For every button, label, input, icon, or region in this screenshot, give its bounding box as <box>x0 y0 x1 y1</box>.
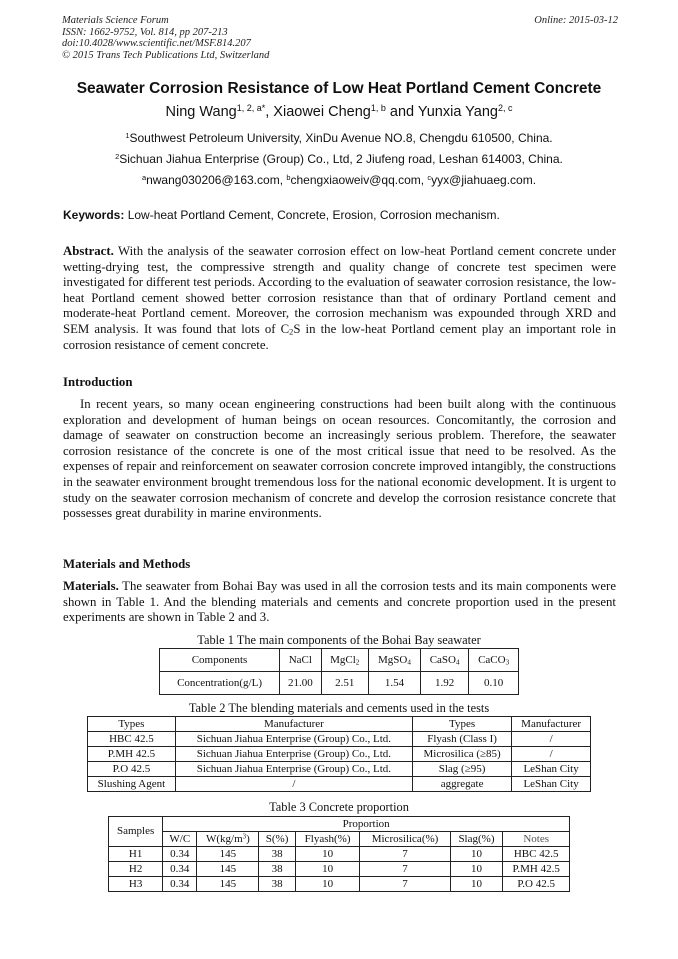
table-header-cell: Types <box>88 717 176 732</box>
affiliation-text: Southwest Petroleum University, XinDu Avenue NO.8, Chengdu 610500, China. <box>129 131 553 145</box>
table-cell: 0.34 <box>163 862 197 877</box>
abstract-text: With the analysis of the seawater corrosion effect on low-heat Portland cement concrete under wetting-drying test, the compressive strength and quality change of concrete test specimen were investigated for different test periods. According to the evaluation of seawater corrosion resistance, the low-heat Portland cement showed better corrosion resistance than that of ordinary Portland cement and moderate-heat Portland cement. Moreover, the corrosion mechanism was expounded through XRD and SEM analysis. It was found that lots of C <box>63 244 616 336</box>
table1 <box>159 648 519 695</box>
table-cell: LeShan City <box>512 777 591 792</box>
table-cell: 7 <box>360 847 450 862</box>
author-superscript: 1, b <box>370 103 386 114</box>
table-cell: 21.00 <box>280 672 321 695</box>
author-superscript: 1, 2, a* <box>236 103 266 114</box>
author-name: Xiaowei Cheng <box>273 104 371 120</box>
table-cell: 7 <box>360 877 450 892</box>
table-cell: H3 <box>109 877 163 892</box>
table-header-cell: S(%) <box>259 832 295 847</box>
table-cell: H2 <box>109 862 163 877</box>
affiliation-text: Sichuan Jiahua Enterprise (Group) Co., Ltd, 2 Jiufeng road, Leshan 614003, China. <box>119 152 563 166</box>
materials-text: The seawater from Bohai Bay was used in all the corrosion tests and its main components were shown in Table 1. And the blending materials and cements and concrete proportion used in the present experiments are shown in Table 2 and 3. <box>63 579 616 625</box>
table-cell: 10 <box>295 877 360 892</box>
table-cell: 145 <box>197 862 259 877</box>
table-row <box>109 877 570 892</box>
table-cell: 10 <box>295 847 360 862</box>
table-header-cell: Samples <box>109 817 163 847</box>
table-cell: / <box>512 747 591 762</box>
introduction-text: In recent years, so many ocean engineering constructions had been built along with the continuous exploration and development of human beings on ocean resources. Concomitantly, the corrosion and damage of seawater on construction become an increasingly serious problem. Therefore, the seawater corrosion resistance of the concrete is one of the most critical issue that need to be resolved. As the expenses of repair and reinforcement on seawater corrosion concrete improved intangibly, the constructions in the seawater environment brought tremendous loss for the national economic development. It is urgent to study on the seawater corrosion mechanism of concrete and develop the corrosion resistance concrete that possesses great durability in marine environments. <box>63 397 616 521</box>
table-row <box>88 777 591 792</box>
abstract-text-end: S in the low-heat Portland cement play an important role in corrosion resistance of cement concrete. <box>63 321 617 352</box>
methods-heading: Materials and Methods <box>63 557 191 571</box>
table-header-cell: Components <box>160 649 280 672</box>
table-cell: Slushing Agent <box>88 777 176 792</box>
table-header-row <box>160 649 519 672</box>
table-row <box>88 762 591 777</box>
author-line: Ning Wang$^{1, 2, a*}$, Xiaowei Cheng$^{1, b}$ and Yunxia Yang$^{2, c}$ <box>165 103 513 120</box>
table-header-cell: CaSO$_4$ <box>421 649 469 672</box>
table-row <box>160 672 519 695</box>
online-date: Online: 2015-03-12 <box>534 15 618 26</box>
table-cell: P.O 42.5 <box>503 877 570 892</box>
table-cell: 10 <box>450 862 503 877</box>
table-cell: 145 <box>197 847 259 862</box>
email-superscript: b <box>286 172 291 182</box>
email-link[interactable]: nwang030206@163.com, <box>146 173 287 187</box>
table-cell: 1.54 <box>368 672 420 695</box>
table-header-cell: NaCl <box>280 649 321 672</box>
email-link[interactable]: yyx@jiahuaeg.com. <box>431 173 537 187</box>
table-cell: Sichuan Jiahua Enterprise (Group) Co., Ltd. <box>175 732 412 747</box>
keywords-label: Keywords: <box>63 208 125 222</box>
table-header-cell: Flyash(%) <box>295 832 360 847</box>
email-link[interactable]: chengxiaoweiv@qq.com, <box>290 173 428 187</box>
affiliation-1 <box>30 131 648 145</box>
table-cell: 0.34 <box>163 847 197 862</box>
affiliation-superscript: 2 <box>115 151 120 161</box>
author-name: Yunxia Yang <box>417 104 498 120</box>
table-header-row <box>109 817 570 832</box>
table-cell: 38 <box>259 847 295 862</box>
table-cell: 38 <box>259 877 295 892</box>
table-header-cell: Manufacturer <box>175 717 412 732</box>
table-cell: 1.92 <box>421 672 469 695</box>
table-cell: 0.34 <box>163 877 197 892</box>
author-superscript: 2, c <box>497 103 513 114</box>
table-cell: P.MH 42.5 <box>503 862 570 877</box>
affiliation-2 <box>30 152 648 166</box>
table-header-row <box>88 717 591 732</box>
table-cell: 38 <box>259 862 295 877</box>
table3-caption: Table 3 Concrete proportion <box>269 800 409 814</box>
table-header-cell: MgCl$_2$ <box>321 649 368 672</box>
table-cell: Concentration(g/L) <box>160 672 280 695</box>
table-header-cell: W/C <box>163 832 197 847</box>
materials-paragraph <box>63 579 616 626</box>
table-cell: 7 <box>360 862 450 877</box>
table-header-cell: Slag(%) <box>450 832 503 847</box>
table-header-row <box>109 832 570 847</box>
journal-issn: ISSN: 1662-9752, Vol. 814, pp 207-213 <box>62 26 228 38</box>
author-conjunction: and <box>389 104 415 120</box>
table-row <box>109 862 570 877</box>
table3 <box>108 816 570 892</box>
table-cell: Slag (≥95) <box>412 762 511 777</box>
table-cell: 2.51 <box>321 672 368 695</box>
table1-caption: Table 1 The main components of the Bohai Bay seawater <box>197 633 481 647</box>
table-cell: 0.10 <box>469 672 519 695</box>
table2-caption: Table 2 The blending materials and cements used in the tests <box>188 701 490 715</box>
table-cell: 10 <box>450 847 503 862</box>
keywords <box>63 208 619 222</box>
keywords-text: Low-heat Portland Cement, Concrete, Erosion, Corrosion mechanism. <box>124 208 500 222</box>
materials-label: Materials. <box>63 579 119 593</box>
table-cell: HBC 42.5 <box>88 732 176 747</box>
email-line <box>30 173 648 187</box>
table-row <box>88 747 591 762</box>
table-cell: HBC 42.5 <box>503 847 570 862</box>
table-cell: P.MH 42.5 <box>88 747 176 762</box>
table-cell: LeShan City <box>512 762 591 777</box>
table-cell: 145 <box>197 877 259 892</box>
table-row <box>109 847 570 862</box>
table-cell: 10 <box>295 862 360 877</box>
table-cell: P.O 42.5 <box>88 762 176 777</box>
table-cell: Flyash (Class I) <box>412 732 511 747</box>
table-header-cell: MgSO$_4$ <box>368 649 420 672</box>
table-cell: 10 <box>450 877 503 892</box>
journal-name: Materials Science Forum <box>62 15 169 26</box>
table-header-cell: $W(kg/m^3)$ <box>197 832 259 847</box>
table2 <box>87 716 591 792</box>
table-row <box>88 732 591 747</box>
table-cell: / <box>175 777 412 792</box>
abstract-label: Abstract. <box>63 244 114 258</box>
abstract-subscript: 2 <box>289 327 294 337</box>
table-header-cell: Proportion <box>163 817 570 832</box>
table-header-cell: Notes <box>503 832 570 847</box>
author-name: Ning Wang <box>165 104 237 120</box>
abstract <box>63 244 616 353</box>
email-superscript: c <box>427 172 432 182</box>
journal-header <box>62 15 618 61</box>
table-header-cell: Types <box>412 717 511 732</box>
introduction-heading: Introduction <box>63 375 133 389</box>
table-cell: Sichuan Jiahua Enterprise (Group) Co., Ltd. <box>175 747 412 762</box>
table-cell: Microsilica (≥85) <box>412 747 511 762</box>
journal-copyright: © 2015 Trans Tech Publications Ltd, Switzerland <box>62 49 270 61</box>
journal-doi[interactable]: doi:10.4028/www.scientific.net/MSF.814.207 <box>62 38 251 49</box>
table-cell: Sichuan Jiahua Enterprise (Group) Co., Ltd. <box>175 762 412 777</box>
table-cell: / <box>512 732 591 747</box>
table-header-cell: CaCO$_3$ <box>469 649 519 672</box>
table-header-cell: Manufacturer <box>512 717 591 732</box>
affiliation-superscript: 1 <box>125 130 130 140</box>
paper-title: Seawater Corrosion Resistance of Low Heat Portland Cement Concrete <box>76 80 602 97</box>
table-cell: H1 <box>109 847 163 862</box>
table-cell: aggregate <box>412 777 511 792</box>
table-header-cell: Microsilica(%) <box>360 832 450 847</box>
email-superscript: a <box>141 172 147 182</box>
